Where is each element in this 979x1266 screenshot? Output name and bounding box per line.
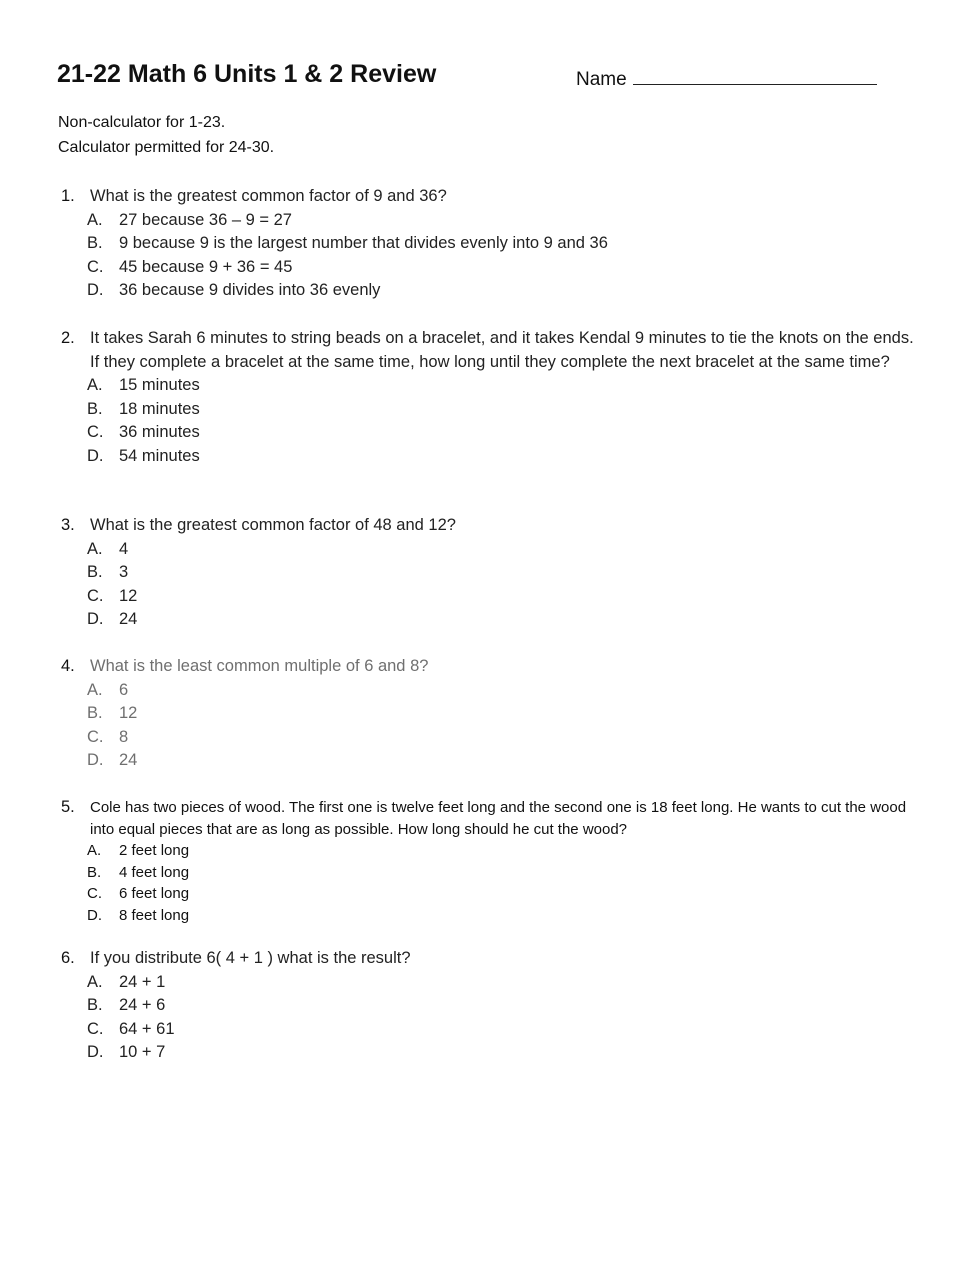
choice-text: 64 + 61	[119, 1019, 175, 1038]
choice-text: 36 because 9 divides into 36 evenly	[119, 281, 381, 299]
answer-choice	[61, 256, 921, 280]
choice-text: 24 + 1	[119, 972, 166, 991]
answer-choice	[61, 445, 921, 469]
choice-letter: D.	[87, 751, 104, 769]
answer-choice	[61, 209, 921, 233]
choice-text: 6 feet long	[119, 885, 190, 902]
choice-text: 3	[119, 563, 129, 581]
choice-letter: C.	[87, 885, 102, 902]
choice-letter: D.	[87, 610, 104, 628]
choice-text: 18 minutes	[119, 399, 200, 418]
choice-letter: D.	[87, 281, 104, 299]
choice-text: 12	[119, 586, 138, 605]
choice-text: 27 because 36 – 9 = 27	[119, 210, 292, 229]
question-1	[61, 185, 921, 303]
answer-choice	[61, 1018, 921, 1042]
choice-letter: C.	[87, 1019, 104, 1038]
choice-text: 10 + 7	[119, 1043, 166, 1061]
choice-text: 9 because 9 is the largest number that divides evenly into 9 and 36	[119, 234, 608, 252]
answer-choice	[61, 840, 921, 862]
choice-text: 8 feet long	[119, 906, 190, 924]
choice-text: 36 minutes	[119, 423, 200, 441]
answer-choice	[61, 971, 921, 995]
answer-choice	[61, 398, 921, 422]
choice-letter: B.	[87, 234, 103, 252]
choice-letter: C.	[87, 423, 104, 441]
question-number: 3.	[61, 516, 75, 534]
choice-text: 54 minutes	[119, 446, 200, 465]
choice-text: 8	[119, 727, 129, 746]
question-3	[61, 514, 921, 632]
choice-text: 24 + 6	[119, 996, 166, 1014]
name-label: Name	[576, 69, 627, 90]
choice-letter: C.	[87, 586, 104, 605]
answer-choice	[61, 679, 921, 703]
answer-choices	[61, 971, 921, 1065]
instructions	[58, 110, 274, 160]
name-field	[576, 66, 877, 91]
question-text: It takes Sarah 6 minutes to string beads on a bracelet, and it takes Kendal 9 minutes to tie the knots on the ends. If they complete a bracelet at the same time, how long until they complete the next bracelet at the same time?	[90, 329, 914, 371]
question-6	[61, 947, 921, 1065]
answer-choice	[61, 585, 921, 609]
name-blank-line	[633, 66, 877, 85]
question-text: What is the least common multiple of 6 and 8?	[90, 657, 429, 675]
answer-choice	[61, 232, 921, 256]
choice-letter: D.	[87, 1043, 104, 1061]
answer-choice	[61, 702, 921, 726]
question-text: If you distribute 6( 4 + 1 ) what is the result?	[90, 949, 411, 967]
choice-text: 12	[119, 704, 138, 722]
choice-text: 24	[119, 610, 138, 628]
question-number: 5.	[61, 798, 75, 816]
answer-choices	[61, 374, 921, 468]
choice-letter: A.	[87, 972, 103, 991]
choice-letter: A.	[87, 680, 103, 699]
question-text: What is the greatest common factor of 9 and 36?	[90, 187, 447, 205]
choice-letter: C.	[87, 727, 104, 746]
question-number: 4.	[61, 657, 75, 675]
answer-choice	[61, 726, 921, 750]
answer-choices	[61, 209, 921, 303]
choice-text: 2 feet long	[119, 842, 190, 859]
choice-text: 4 feet long	[119, 863, 190, 881]
question-number: 1.	[61, 187, 75, 205]
question-number: 6.	[61, 949, 75, 967]
answer-choice	[61, 905, 921, 927]
page-title: 21-22 Math 6 Units 1 & 2 Review	[57, 60, 437, 88]
instruction-line: Non-calculator for 1-23.	[58, 114, 226, 131]
choice-text: 6	[119, 680, 129, 699]
choice-text: 4	[119, 539, 129, 558]
choice-letter: A.	[87, 376, 103, 394]
answer-choice	[61, 749, 921, 773]
choice-letter: B.	[87, 863, 102, 881]
choice-letter: D.	[87, 906, 102, 924]
answer-choice	[61, 1041, 921, 1065]
question-2	[61, 327, 921, 468]
choice-text: 45 because 9 + 36 = 45	[119, 257, 293, 276]
answer-choices	[61, 840, 921, 926]
choice-letter: B.	[87, 563, 103, 581]
answer-choice	[61, 994, 921, 1018]
choice-text: 15 minutes	[119, 376, 200, 394]
answer-choice	[61, 279, 921, 303]
choice-text: 24	[119, 751, 138, 769]
answer-choice	[61, 862, 921, 884]
question-text: Cole has two pieces of wood. The first one is twelve feet long and the second one is 18 feet long. He wants to cut the wood into equal pieces that are as long as possible. How long should he cut the wood?	[90, 799, 907, 838]
choice-letter: C.	[87, 257, 104, 276]
choice-letter: B.	[87, 399, 103, 418]
choice-letter: B.	[87, 704, 103, 722]
answer-choice	[61, 421, 921, 445]
answer-choice	[61, 374, 921, 398]
answer-choice	[61, 561, 921, 585]
answer-choices	[61, 679, 921, 773]
answer-choice	[61, 538, 921, 562]
question-5	[61, 797, 921, 926]
answer-choices	[61, 538, 921, 632]
answer-choice	[61, 608, 921, 632]
choice-letter: A.	[87, 842, 102, 859]
question-4	[61, 655, 921, 773]
choice-letter: A.	[87, 210, 103, 229]
choice-letter: A.	[87, 539, 103, 558]
instruction-line: Calculator permitted for 24-30.	[58, 139, 275, 156]
answer-choice	[61, 883, 921, 905]
question-text: What is the greatest common factor of 48 and 12?	[90, 516, 456, 534]
choice-letter: D.	[87, 446, 104, 465]
choice-letter: B.	[87, 996, 103, 1014]
question-number: 2.	[61, 329, 75, 347]
